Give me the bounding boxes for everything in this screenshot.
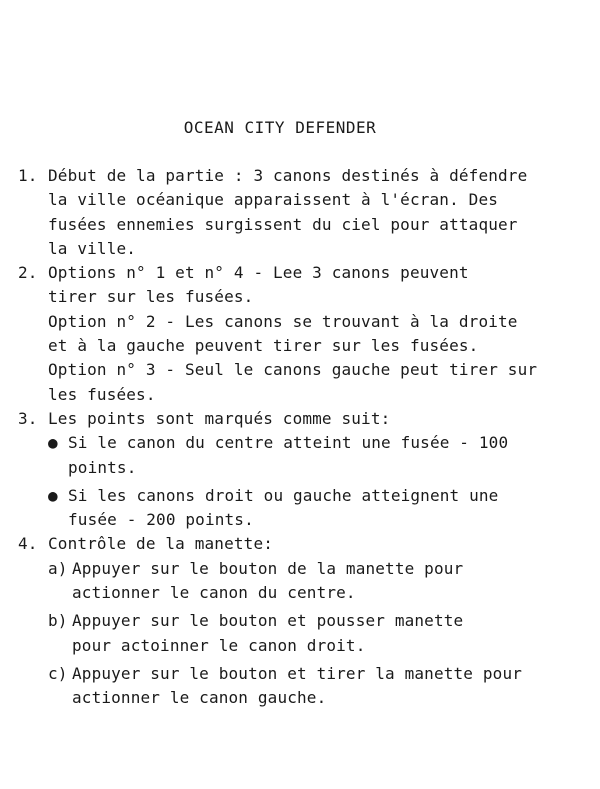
item-line: Options n° 1 et n° 4 - Lee 3 canons peuvent — [48, 263, 469, 283]
sub-item-line: actionner le canon gauche. — [72, 688, 327, 708]
bullet-line: points. — [68, 457, 137, 477]
sub-item-line: Appuyer sur le bouton et tirer la manette pour — [72, 663, 523, 683]
instruction-item-3 — [18, 407, 588, 532]
instruction-item-4 — [18, 532, 588, 710]
sub-item-letter: b) — [48, 611, 68, 631]
item-line: fusées ennemies surgissent du ciel pour attaquer — [48, 214, 518, 234]
sub-item-line: Appuyer sur le bouton et pousser manette — [72, 611, 464, 631]
instruction-item-2 — [18, 261, 588, 407]
sub-item-b — [48, 609, 588, 658]
instruction-item-1 — [18, 164, 588, 261]
sub-item-letter: a) — [48, 558, 68, 578]
bullet-line: fusée - 200 points. — [68, 510, 254, 530]
sub-item-line: actionner le canon du centre. — [72, 583, 356, 603]
item-line: tirer sur les fusées. — [48, 287, 254, 307]
item-intro: Contrôle de la manette: — [48, 534, 274, 554]
instructions-list — [18, 164, 588, 711]
sub-item-a — [48, 557, 588, 606]
bullet-item — [48, 484, 588, 533]
item-line: la ville. — [48, 238, 137, 258]
item-number: 4. — [18, 534, 38, 554]
item-line: et à la gauche peuvent tirer sur les fusées. — [48, 336, 479, 356]
item-number: 3. — [18, 408, 38, 428]
item-number: 1. — [18, 166, 38, 185]
bullet-icon: ● — [48, 485, 58, 505]
item-line: Option n° 3 - Seul le canons gauche peut tirer sur — [48, 360, 538, 380]
sub-item-line: Appuyer sur le bouton de la manette pour — [72, 558, 464, 578]
bullet-icon: ● — [48, 433, 58, 453]
sub-item-c — [48, 662, 588, 711]
item-line: la ville océanique apparaissent à l'écran. Des — [48, 190, 499, 210]
item-number: 2. — [18, 263, 38, 283]
bullet-line: Si le canon du centre atteint une fusée - 100 — [68, 433, 509, 453]
item-intro: Les points sont marqués comme suit: — [48, 408, 391, 428]
document-title: OCEAN CITY DEFENDER — [183, 118, 377, 137]
bullet-line: Si les canons droit ou gauche atteignent une — [68, 485, 499, 505]
sub-item-line: pour actoinner le canon droit. — [72, 635, 366, 655]
sub-item-letter: c) — [48, 663, 68, 683]
points-bullet-list — [48, 431, 588, 532]
item-line: les fusées. — [48, 384, 156, 404]
item-line: Option n° 2 - Les canons se trouvant à la droite — [48, 311, 518, 331]
bullet-item — [48, 431, 588, 480]
item-line: Début de la partie : 3 canons destinés à défendre — [48, 166, 528, 185]
